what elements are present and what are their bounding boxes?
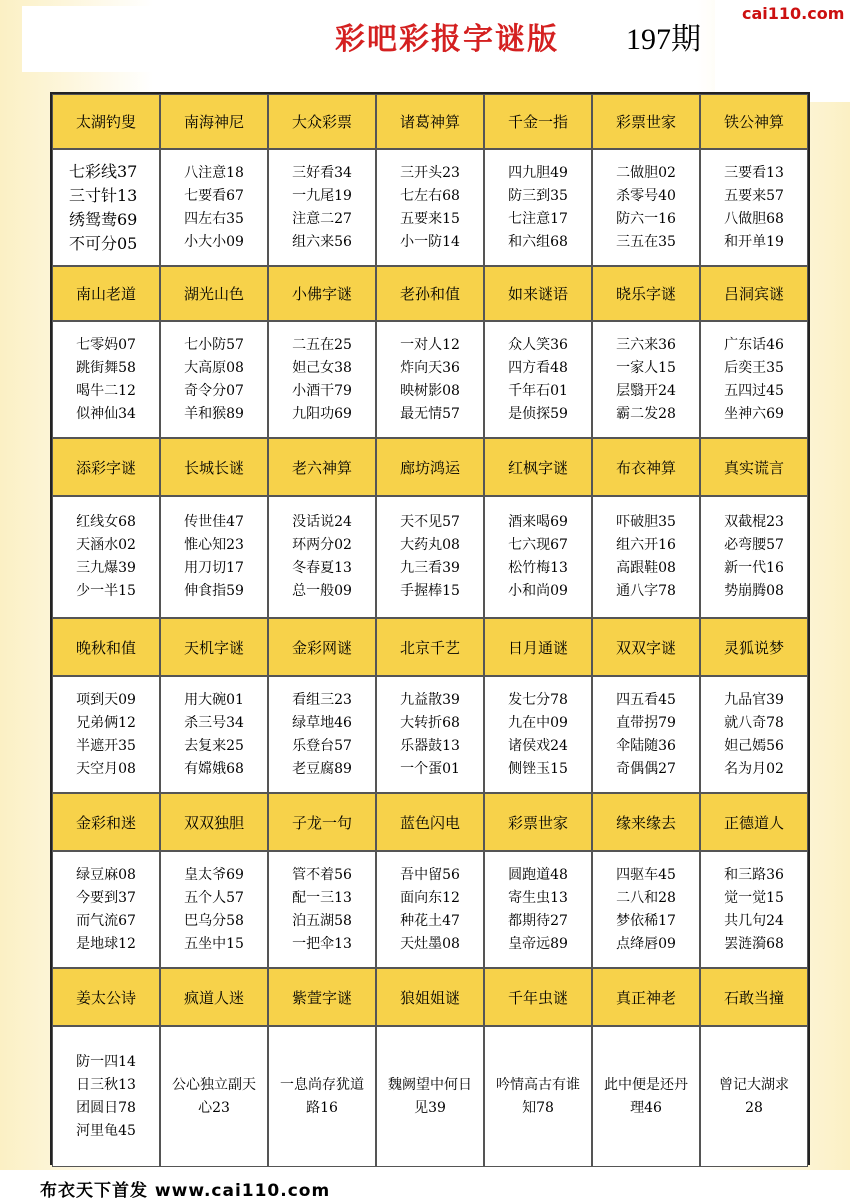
clue-line: 二五在25: [292, 336, 352, 353]
clue-line: 一把伞13: [292, 935, 352, 952]
clue-line: 名为月02: [724, 760, 784, 777]
clue-line: 魏阙望中何日见39: [388, 1076, 472, 1116]
clue-line: 七要看67: [184, 187, 244, 204]
clue-line: 天不见57: [400, 514, 460, 530]
clue-line: 跳街舞58: [76, 359, 136, 376]
clue-line: 三寸针13: [69, 185, 138, 205]
puzzle-cell: [52, 496, 160, 618]
clue-line: 半遮开35: [76, 737, 136, 754]
clue-line: 酒来喝69: [508, 514, 568, 530]
column-header: 蓝色闪电: [376, 793, 484, 851]
clue-line: 双截棍23: [724, 514, 784, 530]
clue-line: 发七分78: [508, 691, 568, 708]
clue-line: 五四过45: [724, 382, 784, 399]
clue-line: 坐神六69: [724, 405, 784, 422]
clue-line: 四驱车45: [616, 866, 676, 883]
column-header: 正德道人: [700, 793, 808, 851]
puzzle-cell: [52, 149, 160, 266]
clue-line: 面向东12: [400, 889, 460, 906]
clue-line: 种花土47: [400, 912, 460, 929]
clue-line: 杀三号34: [184, 714, 244, 731]
clue-line: 用大碗01: [184, 691, 244, 708]
clue-line: 皇太爷69: [184, 866, 244, 883]
clue-line: 河里龟45: [76, 1122, 136, 1139]
clue-line: 一个蛋01: [400, 760, 460, 777]
column-header: 如来谜语: [484, 266, 592, 321]
puzzle-cell: [160, 149, 268, 266]
puzzle-cell: [268, 496, 376, 618]
puzzle-cell: [700, 149, 808, 266]
puzzle-cell: [484, 851, 592, 968]
puzzle-cell: [376, 1026, 484, 1167]
clue-line: 梦依稀17: [616, 912, 676, 929]
clue-line: 千年石01: [508, 382, 568, 399]
clue-line: 注意二27: [292, 210, 352, 227]
issue-number: 197期: [626, 23, 701, 56]
clue-line: 防六一16: [616, 210, 676, 227]
clue-line: 没话说24: [292, 514, 352, 530]
clue-line: 侧锉玉15: [508, 760, 568, 777]
column-header: 晚秋和值: [52, 618, 160, 676]
clue-line: 皇帝远89: [508, 935, 568, 952]
clue-line: 通八字78: [616, 583, 676, 599]
puzzle-cell: [484, 1026, 592, 1167]
clue-line: 新一代16: [724, 560, 784, 576]
clue-line: 一对人12: [400, 336, 460, 353]
clue-line: 杀零号40: [616, 187, 676, 204]
column-header: 太湖钓叟: [52, 94, 160, 149]
puzzle-cell: [268, 321, 376, 438]
clue-line: 日三秋13: [76, 1076, 136, 1093]
clue-line: 一九尾19: [292, 187, 352, 204]
column-header: 晓乐字谜: [592, 266, 700, 321]
puzzle-cell: [268, 1026, 376, 1167]
clue-line: 环两分02: [292, 537, 352, 553]
column-header: 千年虫谜: [484, 968, 592, 1026]
clue-line: 奇令分07: [184, 382, 244, 399]
column-header: 小佛字谜: [268, 266, 376, 321]
clue-line: 团圆日78: [76, 1099, 136, 1116]
puzzle-cell: [484, 149, 592, 266]
clue-line: 众人笑36: [508, 336, 568, 353]
clue-line: 总一般09: [292, 583, 352, 599]
clue-line: 惟心知23: [184, 537, 244, 553]
puzzle-cell: [160, 676, 268, 793]
clue-line: 羊和猴89: [184, 405, 244, 422]
clue-line: 后奕王35: [724, 359, 784, 376]
clue-line: 吓破胆35: [616, 514, 676, 530]
column-header: 吕洞宾谜: [700, 266, 808, 321]
column-header: 老六神算: [268, 438, 376, 496]
clue-line: 天涵水02: [76, 537, 136, 553]
clue-line: 不可分05: [69, 233, 138, 253]
clue-line: 三要看13: [724, 164, 784, 181]
puzzle-cell: [592, 851, 700, 968]
clue-line: 妲己女38: [292, 359, 352, 376]
column-header: 南海神尼: [160, 94, 268, 149]
clue-line: 巴乌分58: [184, 912, 244, 929]
puzzle-cell: [376, 676, 484, 793]
clue-line: 诸侯戏24: [508, 737, 568, 754]
puzzle-cell: [376, 149, 484, 266]
column-header: 布衣神算: [592, 438, 700, 496]
clue-line: 四五看45: [616, 691, 676, 708]
clue-line: 乐器鼓13: [400, 737, 460, 754]
clue-line: 二做胆02: [616, 164, 676, 181]
clue-line: 和三路36: [724, 866, 784, 883]
clue-line: 和开单19: [724, 233, 784, 250]
clue-line: 一息尚存犹道路16: [280, 1076, 364, 1116]
puzzle-table: [50, 92, 810, 1165]
column-header: 廊坊鸿运: [376, 438, 484, 496]
puzzle-cell: [592, 321, 700, 438]
clue-line: 九品官39: [724, 691, 784, 708]
clue-line: 九三看39: [400, 560, 460, 576]
clue-line: 四九胆49: [508, 164, 568, 181]
clue-line: 伞陆随36: [616, 737, 676, 754]
column-header: 北京千艺: [376, 618, 484, 676]
clue-line: 和六组68: [508, 233, 568, 250]
column-header: 诸葛神算: [376, 94, 484, 149]
clue-line: 七注意17: [508, 210, 568, 227]
puzzle-cell: [592, 676, 700, 793]
clue-line: 八注意18: [184, 164, 244, 181]
clue-line: 大高原08: [184, 359, 244, 376]
clue-line: 三五在35: [616, 233, 676, 250]
clue-line: 五个人57: [184, 889, 244, 906]
column-header: 彩票世家: [484, 793, 592, 851]
column-header: 大众彩票: [268, 94, 376, 149]
column-header: 双双字谜: [592, 618, 700, 676]
clue-line: 共几句24: [724, 912, 784, 929]
clue-line: 都期待27: [508, 912, 568, 929]
clue-line: 去复来25: [184, 737, 244, 754]
clue-line: 寄生虫13: [508, 889, 568, 906]
page-title: 彩吧彩报字谜版: [335, 22, 559, 57]
clue-line: 而气流67: [76, 912, 136, 929]
clue-line: 三开头23: [400, 164, 460, 181]
puzzle-cell: [160, 851, 268, 968]
column-header: 灵狐说梦: [700, 618, 808, 676]
clue-line: 七六现67: [508, 537, 568, 553]
puzzle-cell: [376, 496, 484, 618]
clue-line: 五要来57: [724, 187, 784, 204]
clue-line: 三六来36: [616, 336, 676, 353]
clue-line: 层翳开24: [616, 382, 676, 399]
clue-line: 防三到35: [508, 187, 568, 204]
puzzle-cell: [52, 321, 160, 438]
column-header: 双双独胆: [160, 793, 268, 851]
site-watermark: cai110.com: [742, 4, 845, 23]
clue-line: 老豆腐89: [292, 760, 352, 777]
column-header: 彩票世家: [592, 94, 700, 149]
footer-text: 布衣天下首发 www.cai110.com: [40, 1181, 331, 1201]
clue-line: 喝牛二12: [76, 382, 136, 399]
puzzle-cell: [160, 321, 268, 438]
clue-line: 红线女68: [76, 514, 136, 530]
column-header: 狼姐姐谜: [376, 968, 484, 1026]
clue-line: 九益散39: [400, 691, 460, 708]
puzzle-cell: [700, 851, 808, 968]
column-header: 金彩和迷: [52, 793, 160, 851]
clue-line: 觉一觉15: [724, 889, 784, 906]
clue-line: 看组三23: [292, 691, 352, 708]
clue-line: 绿豆麻08: [76, 866, 136, 883]
puzzle-cell: [700, 321, 808, 438]
clue-line: 罢涟漪68: [724, 935, 784, 952]
clue-line: 直带拐79: [616, 714, 676, 731]
column-header: 石敢当撞: [700, 968, 808, 1026]
clue-line: 兄弟俩12: [76, 714, 136, 731]
column-header: 添彩字谜: [52, 438, 160, 496]
clue-line: 天空月08: [76, 760, 136, 777]
column-header: 湖光山色: [160, 266, 268, 321]
clue-line: 泊五湖58: [292, 912, 352, 929]
clue-line: 管不着56: [292, 866, 352, 883]
clue-line: 小和尚09: [508, 583, 568, 599]
puzzle-cell: [52, 676, 160, 793]
clue-line: 吾中留56: [400, 866, 460, 883]
puzzle-cell: [268, 149, 376, 266]
clue-line: 高跟鞋08: [616, 560, 676, 576]
clue-line: 今要到37: [76, 889, 136, 906]
column-header: 子龙一句: [268, 793, 376, 851]
clue-line: 八做胆68: [724, 210, 784, 227]
clue-line: 妲己嫣56: [724, 737, 784, 754]
clue-line: 此中便是还丹理46: [604, 1076, 688, 1116]
clue-line: 三九爆39: [76, 560, 136, 576]
clue-line: 点绛唇09: [616, 935, 676, 952]
clue-line: 组六来56: [292, 233, 352, 250]
clue-line: 圆跑道48: [508, 866, 568, 883]
clue-line: 七彩线37: [69, 161, 138, 181]
puzzle-cell: [268, 851, 376, 968]
column-header: 紫萱字谜: [268, 968, 376, 1026]
clue-line: 势崩腾08: [724, 583, 784, 599]
clue-line: 绣鸳鸯69: [69, 209, 138, 229]
puzzle-cell: [592, 149, 700, 266]
column-header: 老孙和值: [376, 266, 484, 321]
puzzle-cell: [268, 676, 376, 793]
column-header: 千金一指: [484, 94, 592, 149]
puzzle-cell: [700, 496, 808, 618]
clue-line: 小酒干79: [292, 382, 352, 399]
clue-line: 是侦探59: [508, 405, 568, 422]
clue-line: 映树影08: [400, 382, 460, 399]
clue-line: 有嫦娥68: [184, 760, 244, 777]
column-header: 金彩网谜: [268, 618, 376, 676]
clue-line: 公心独立副天心23: [172, 1076, 256, 1116]
clue-line: 曾记大湖求28: [719, 1076, 789, 1116]
clue-line: 七左右68: [400, 187, 460, 204]
clue-line: 广东话46: [724, 336, 784, 353]
clue-line: 组六开16: [616, 537, 676, 553]
puzzle-cell: [592, 496, 700, 618]
clue-line: 必弯腰57: [724, 537, 784, 553]
clue-line: 少一半15: [76, 583, 136, 599]
clue-line: 最无情57: [400, 405, 460, 422]
clue-line: 伸食指59: [184, 583, 244, 599]
clue-line: 防一四14: [76, 1053, 136, 1070]
clue-line: 用刀切17: [184, 560, 244, 576]
clue-line: 五要来15: [400, 210, 460, 227]
column-header: 天机字谜: [160, 618, 268, 676]
puzzle-cell: [484, 496, 592, 618]
puzzle-cell: [376, 851, 484, 968]
puzzle-cell: [52, 851, 160, 968]
clue-line: 霸二发28: [616, 405, 676, 422]
column-header: 日月通谜: [484, 618, 592, 676]
redacted-area-left: [22, 6, 270, 72]
clue-line: 九在中09: [508, 714, 568, 731]
clue-line: 奇偶偶27: [616, 760, 676, 777]
puzzle-cell: [376, 321, 484, 438]
clue-line: 小一防14: [400, 233, 460, 250]
clue-line: 冬春夏13: [292, 560, 352, 576]
clue-line: 五坐中15: [184, 935, 244, 952]
column-header: 真正神老: [592, 968, 700, 1026]
clue-line: 吟情高古有谁知78: [496, 1076, 580, 1116]
column-header: 长城长谜: [160, 438, 268, 496]
clue-line: 四左右35: [184, 210, 244, 227]
clue-line: 三好看34: [292, 164, 352, 181]
clue-line: 项到天09: [76, 691, 136, 708]
puzzle-cell: [52, 1026, 160, 1167]
puzzle-cell: [160, 1026, 268, 1167]
clue-line: 四方看48: [508, 359, 568, 376]
clue-line: 大药丸08: [400, 537, 460, 553]
clue-line: 大转折68: [400, 714, 460, 731]
clue-line: 七小防57: [184, 336, 244, 353]
clue-line: 乐登台57: [292, 737, 352, 754]
puzzle-cell: [700, 1026, 808, 1167]
clue-line: 似神仙34: [76, 405, 136, 422]
clue-line: 是地球12: [76, 935, 136, 952]
column-header: 真实谎言: [700, 438, 808, 496]
clue-line: 炸向天36: [400, 359, 460, 376]
clue-line: 松竹梅13: [508, 560, 568, 576]
clue-line: 配一三13: [292, 889, 352, 906]
clue-line: 手握棒15: [400, 583, 460, 599]
puzzle-cell: [484, 321, 592, 438]
puzzle-cell: [160, 496, 268, 618]
column-header: 红枫字谜: [484, 438, 592, 496]
column-header: 铁公神算: [700, 94, 808, 149]
clue-line: 小大小09: [184, 233, 244, 250]
clue-line: 绿草地46: [292, 714, 352, 731]
clue-line: 九阳功69: [292, 405, 352, 422]
clue-line: 一家人15: [616, 359, 676, 376]
clue-line: 七零妈07: [76, 336, 136, 353]
clue-line: 传世佳47: [184, 514, 244, 530]
clue-line: 天灶墨08: [400, 935, 460, 952]
column-header: 南山老道: [52, 266, 160, 321]
puzzle-cell: [484, 676, 592, 793]
column-header: 疯道人迷: [160, 968, 268, 1026]
clue-line: 二八和28: [616, 889, 676, 906]
puzzle-cell: [700, 676, 808, 793]
column-header: 姜太公诗: [52, 968, 160, 1026]
puzzle-cell: [592, 1026, 700, 1167]
column-header: 缘来缘去: [592, 793, 700, 851]
clue-line: 就八奇78: [724, 714, 784, 731]
